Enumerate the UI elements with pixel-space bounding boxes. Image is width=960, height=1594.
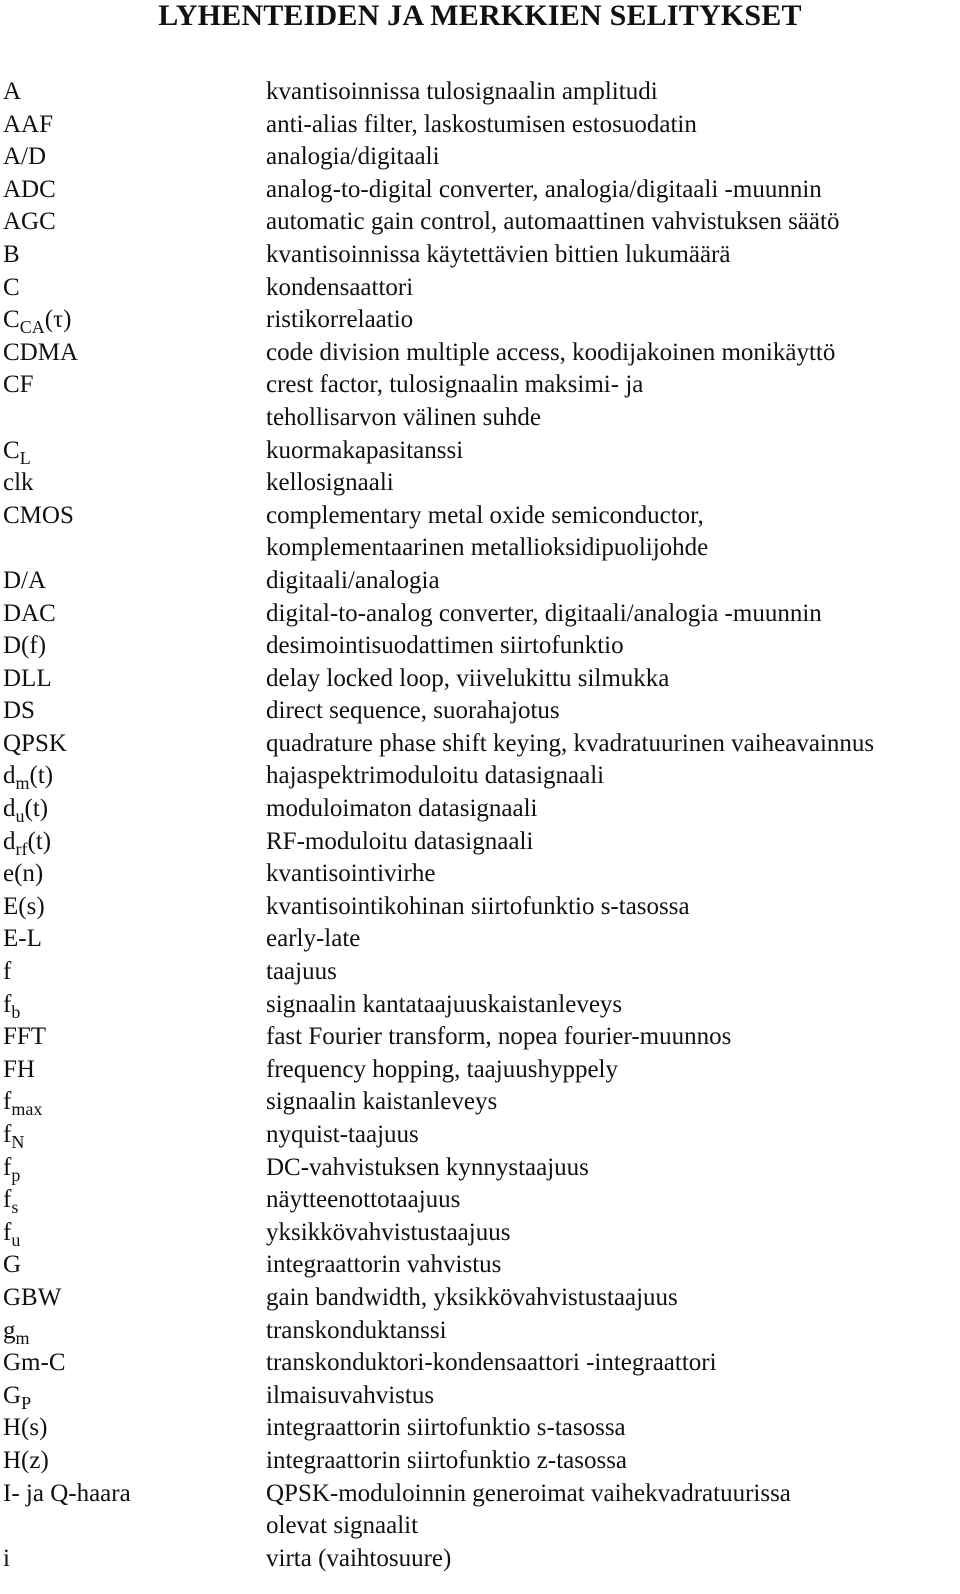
list-item [3, 76, 958, 109]
term-subscript: P [21, 1392, 32, 1413]
term-subscript: b [11, 1001, 21, 1022]
list-item [3, 728, 958, 761]
abbreviation-term [3, 663, 266, 696]
term-base: clk [3, 469, 34, 497]
list-item [3, 858, 958, 891]
list-item [3, 598, 958, 631]
term-suffix: (t) [24, 795, 49, 823]
description-line: tehollisarvon välinen suhde [266, 403, 541, 431]
description-line: gain bandwidth, yksikkövahvistustaajuus [266, 1283, 678, 1311]
term-base: f [3, 1218, 12, 1246]
description-line: integraattorin vahvistus [266, 1251, 502, 1279]
list-item [3, 206, 958, 239]
abbreviation-description [266, 989, 958, 1022]
abbreviation-description [266, 1380, 958, 1413]
abbreviation-description [266, 630, 958, 663]
list-item [3, 369, 958, 434]
list-item [3, 1412, 958, 1445]
abbreviation-term [3, 369, 266, 402]
term-base: Gm-C [3, 1349, 66, 1377]
abbreviation-description [266, 1054, 958, 1087]
term-base: A [3, 78, 22, 105]
term-subscript: max [11, 1099, 43, 1120]
description-line: kvantisoinnissa käytettävien bittien lukumäärä [266, 240, 731, 268]
description-line: taajuus [266, 958, 337, 986]
term-base: CDMA [3, 338, 79, 366]
description-line: analog-to-digital converter, analogia/digitaali -muunnin [266, 175, 822, 203]
abbreviation-term [3, 695, 266, 728]
list-item [3, 435, 958, 468]
description-line: code division multiple access, koodijakoinen monikäyttö [266, 338, 836, 366]
list-item [3, 923, 958, 956]
abbreviation-term [3, 206, 266, 239]
description-line: frequency hopping, taajuushyppely [266, 1055, 618, 1083]
list-item [3, 793, 958, 826]
description-line: RF-moduloitu datasignaali [266, 827, 534, 855]
term-base: CF [3, 371, 34, 399]
term-subscript: CA [19, 317, 45, 338]
list-item [3, 695, 958, 728]
term-base: f [3, 1153, 12, 1181]
description-line: hajaspektrimoduloitu datasignaali [266, 762, 605, 790]
abbreviation-description [266, 1543, 958, 1576]
description-line: desimointisuodattimen siirtofunktio [266, 632, 624, 660]
list-item [3, 565, 958, 598]
description-line: kvantisoinnissa tulosignaalin amplitudi [266, 78, 658, 105]
abbreviation-description [266, 174, 958, 207]
abbreviation-term [3, 109, 266, 142]
term-base: C [3, 306, 20, 334]
term-base: d [3, 762, 16, 790]
term-base: DS [3, 697, 35, 725]
description-line: fast Fourier transform, nopea fourier-muunnos [266, 1023, 732, 1051]
abbreviation-description [266, 1086, 958, 1119]
list-item [3, 1282, 958, 1315]
term-base: C [3, 273, 20, 301]
list-item [3, 1347, 958, 1380]
abbreviation-description [266, 1152, 958, 1185]
abbreviation-term [3, 467, 266, 500]
abbreviation-term [3, 304, 266, 337]
list-item [3, 304, 958, 337]
abbreviation-term [3, 1152, 266, 1185]
list-item [3, 826, 958, 859]
abbreviation-description [266, 1217, 958, 1250]
term-base: D(f) [3, 632, 47, 660]
description-line: DC-vahvistuksen kynnystaajuus [266, 1153, 589, 1181]
term-base: G [3, 1251, 22, 1279]
list-item [3, 630, 958, 663]
abbreviation-term [3, 826, 266, 859]
description-line: ristikorrelaatio [266, 306, 414, 334]
abbreviation-description [266, 1412, 958, 1445]
abbreviation-list [3, 76, 958, 1575]
abbreviation-term [3, 956, 266, 989]
term-base: f [3, 1186, 12, 1214]
term-base: ADC [3, 175, 56, 203]
description-line: signaalin kaistanleveys [266, 1088, 498, 1116]
abbreviation-term [3, 793, 266, 826]
term-base: i [3, 1544, 10, 1572]
abbreviation-description [266, 858, 958, 891]
abbreviation-description [266, 304, 958, 337]
description-line: digital-to-analog converter, digitaali/analogia -muunnin [266, 599, 822, 627]
abbreviation-term [3, 923, 266, 956]
list-item [3, 109, 958, 142]
abbreviation-term [3, 891, 266, 924]
term-base: f [3, 990, 12, 1018]
abbreviation-description [266, 337, 958, 370]
abbreviation-description [266, 1282, 958, 1315]
list-item [3, 174, 958, 207]
abbreviation-term [3, 1445, 266, 1478]
abbreviation-term [3, 1478, 266, 1511]
term-base: D/A [3, 566, 47, 594]
abbreviation-description [266, 598, 958, 631]
abbreviation-description [266, 272, 958, 305]
list-item [3, 891, 958, 924]
abbreviation-description [266, 1445, 958, 1478]
term-base: E-L [3, 925, 42, 953]
abbreviation-description [266, 1021, 958, 1054]
term-base: H(s) [3, 1414, 48, 1442]
term-base: G [3, 1381, 22, 1409]
abbreviation-term [3, 989, 266, 1022]
list-item [3, 1054, 958, 1087]
description-line: quadrature phase shift keying, kvadratuurinen vaiheavainnus [266, 729, 875, 757]
term-base: A/D [3, 143, 47, 171]
description-line: nyquist-taajuus [266, 1121, 419, 1148]
term-subscript: N [11, 1132, 25, 1152]
list-item [3, 1380, 958, 1413]
list-item [3, 1249, 958, 1282]
term-base: B [3, 240, 20, 268]
list-item [3, 1217, 958, 1250]
description-line: transkonduktori-kondensaattori -integraattori [266, 1349, 717, 1377]
abbreviation-description [266, 891, 958, 924]
description-line: yksikkövahvistustaajuus [266, 1218, 511, 1246]
abbreviation-term [3, 1086, 266, 1119]
description-line: signaalin kantataajuuskaistanleveys [266, 990, 623, 1018]
abbreviation-description [266, 728, 958, 761]
abbreviation-description [266, 923, 958, 956]
abbreviation-description [266, 500, 958, 565]
term-base: AAF [3, 110, 54, 138]
term-base: QPSK [3, 729, 67, 757]
list-item [3, 467, 958, 500]
term-base: g [3, 1316, 16, 1344]
abbreviation-description [266, 695, 958, 728]
description-line: integraattorin siirtofunktio z-tasossa [266, 1446, 628, 1474]
abbreviation-term [3, 1021, 266, 1054]
abbreviation-description [266, 435, 958, 468]
abbreviation-description [266, 663, 958, 696]
term-base: d [3, 827, 16, 855]
description-line: complementary metal oxide semiconductor, [266, 501, 704, 529]
abbreviation-description [266, 1315, 958, 1348]
abbreviation-term [3, 141, 266, 174]
term-base: AGC [3, 208, 56, 236]
list-item [3, 500, 958, 565]
list-item [3, 239, 958, 272]
term-subscript: L [19, 447, 31, 468]
list-item [3, 1086, 958, 1119]
term-base: f [3, 1088, 12, 1116]
abbreviation-term [3, 239, 266, 272]
term-subscript: m [15, 773, 30, 794]
term-base: f [3, 958, 12, 986]
description-line: moduloimaton datasignaali [266, 795, 538, 823]
abbreviation-term [3, 174, 266, 207]
term-base: C [3, 436, 20, 464]
abbreviation-term [3, 1282, 266, 1315]
list-item [3, 1119, 958, 1152]
abbreviation-term [3, 1184, 266, 1217]
list-item [3, 1184, 958, 1217]
abbreviation-description [266, 956, 958, 989]
abbreviation-description [266, 826, 958, 859]
description-line: transkonduktanssi [266, 1316, 447, 1344]
term-subscript: m [15, 1327, 30, 1348]
description-line: kondensaattori [266, 273, 414, 301]
term-subscript: rf [15, 838, 28, 859]
term-base: FH [3, 1055, 35, 1083]
term-base: DLL [3, 664, 52, 692]
description-line: kuormakapasitanssi [266, 436, 464, 464]
description-line: digitaali/analogia [266, 566, 440, 594]
list-item [3, 663, 958, 696]
term-base: E(s) [3, 892, 45, 920]
abbreviation-description [266, 1478, 958, 1543]
term-base: I- ja Q-haara [3, 1479, 131, 1507]
list-item [3, 1152, 958, 1185]
description-line: kvantisointikohinan siirtofunktio s-tasossa [266, 892, 690, 920]
term-subscript: u [11, 1229, 21, 1250]
abbreviation-term [3, 1217, 266, 1250]
description-line: olevat signaalit [266, 1512, 419, 1540]
term-base: d [3, 795, 16, 823]
description-line: early-late [266, 925, 361, 953]
abbreviation-term [3, 1347, 266, 1380]
abbreviation-term [3, 1119, 266, 1152]
abbreviation-term [3, 630, 266, 663]
description-line: analogia/digitaali [266, 143, 440, 171]
abbreviation-term [3, 858, 266, 891]
description-line: komplementaarinen metallioksidipuolijohde [266, 534, 709, 562]
term-base: H(z) [3, 1446, 49, 1474]
list-item [3, 1445, 958, 1478]
term-base: f [3, 1121, 12, 1148]
abbreviation-term [3, 1543, 266, 1576]
abbreviation-description [266, 1184, 958, 1217]
abbreviation-term [3, 1412, 266, 1445]
description-line: crest factor, tulosignaalin maksimi- ja [266, 371, 644, 399]
list-item [3, 1478, 958, 1543]
list-item [3, 141, 958, 174]
abbreviation-term [3, 1315, 266, 1348]
description-line: integraattorin siirtofunktio s-tasossa [266, 1414, 626, 1442]
abbreviation-term [3, 1380, 266, 1413]
description-line: anti-alias filter, laskostumisen estosuodatin [266, 110, 697, 138]
term-subscript: p [11, 1164, 21, 1185]
list-item [3, 1543, 958, 1576]
abbreviation-description [266, 141, 958, 174]
term-base: CMOS [3, 501, 74, 529]
abbreviation-term [3, 337, 266, 370]
term-base: e(n) [3, 860, 44, 888]
term-base: FFT [3, 1023, 47, 1051]
list-item [3, 989, 958, 1022]
abbreviation-description [266, 793, 958, 826]
abbreviation-description [266, 760, 958, 793]
term-base: GBW [3, 1283, 62, 1311]
abbreviation-term [3, 760, 266, 793]
description-line: QPSK-moduloinnin generoimat vaihekvadratuurissa [266, 1479, 791, 1507]
description-line: näytteenottotaajuus [266, 1186, 461, 1214]
term-subscript: u [15, 806, 25, 827]
abbreviation-term [3, 272, 266, 305]
term-suffix: (τ) [44, 306, 72, 334]
abbreviation-term [3, 565, 266, 598]
abbreviation-description [266, 1249, 958, 1282]
abbreviation-term [3, 728, 266, 761]
abbreviation-term [3, 76, 266, 109]
list-item [3, 760, 958, 793]
abbreviation-description [266, 565, 958, 598]
abbreviation-description [266, 109, 958, 142]
abbreviation-description [266, 1119, 958, 1152]
abbreviation-term [3, 598, 266, 631]
list-item [3, 956, 958, 989]
description-line: virta (vaihtosuure) [266, 1544, 452, 1572]
description-line: kvantisointivirhe [266, 860, 436, 888]
abbreviation-term [3, 1249, 266, 1282]
abbreviation-description [266, 239, 958, 272]
abbreviation-term [3, 500, 266, 533]
abbreviation-description [266, 76, 958, 109]
description-line: ilmaisuvahvistus [266, 1381, 435, 1409]
list-item [3, 337, 958, 370]
list-item [3, 1021, 958, 1054]
description-line: automatic gain control, automaattinen vahvistuksen säätö [266, 208, 840, 236]
term-suffix: (t) [29, 762, 54, 790]
abbreviation-description [266, 467, 958, 500]
abbreviation-description [266, 206, 958, 239]
abbreviation-description [266, 1347, 958, 1380]
list-item [3, 272, 958, 305]
description-line: direct sequence, suorahajotus [266, 697, 560, 725]
list-item [3, 1315, 958, 1348]
term-suffix: (t) [27, 827, 52, 855]
term-base: DAC [3, 599, 56, 627]
description-line: delay locked loop, viivelukittu silmukka [266, 664, 670, 692]
abbreviation-term [3, 435, 266, 468]
abbreviation-description [266, 369, 958, 434]
abbreviation-term [3, 1054, 266, 1087]
description-line: kellosignaali [266, 469, 394, 497]
page-title: LYHENTEIDEN JA MERKKIEN SELITYKSET [158, 0, 802, 32]
term-subscript: s [11, 1197, 19, 1218]
